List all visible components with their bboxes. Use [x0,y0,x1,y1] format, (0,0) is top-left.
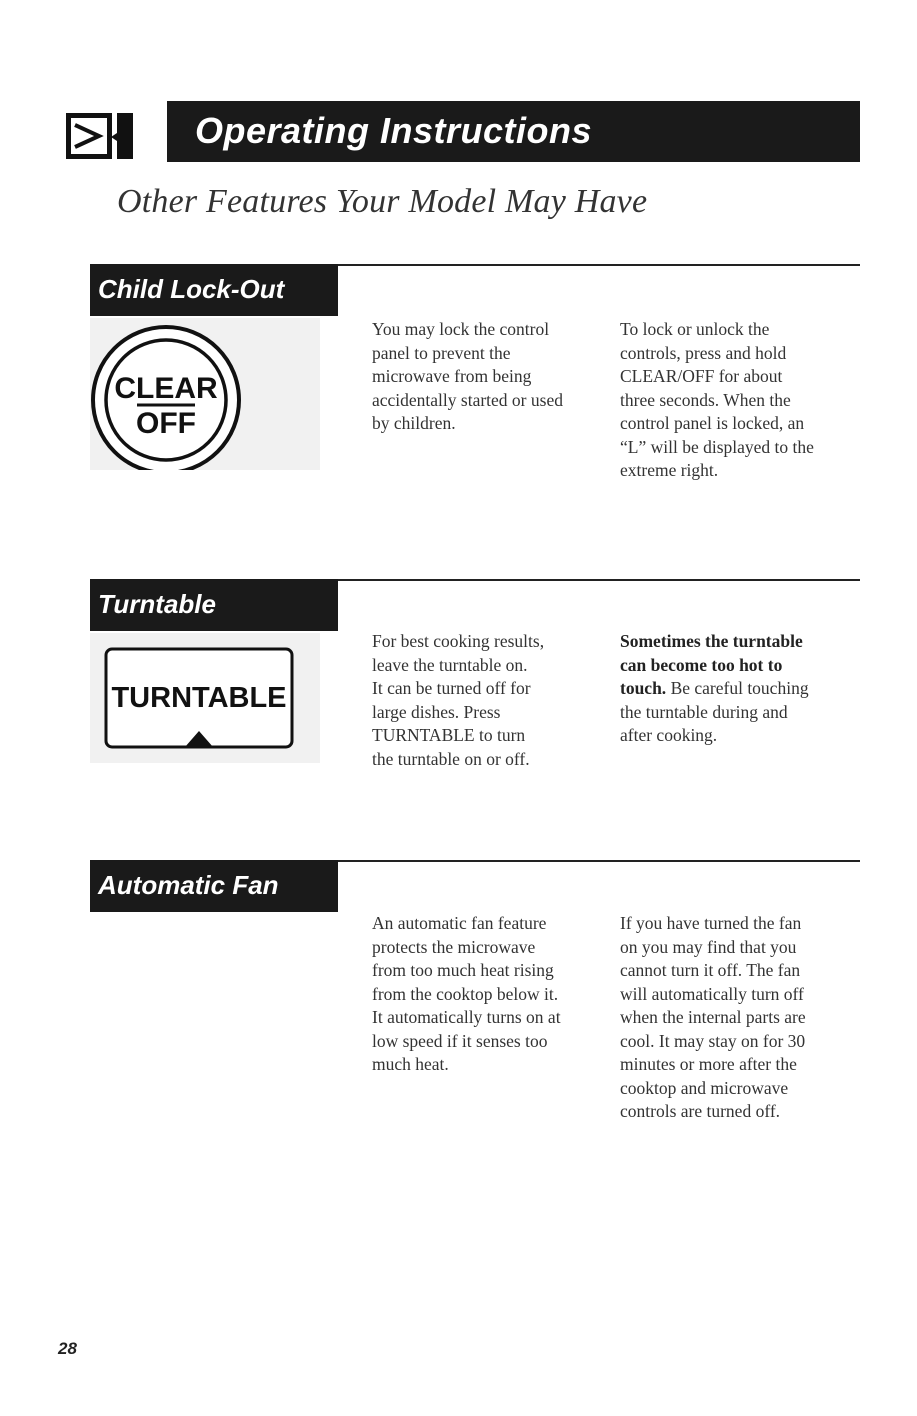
child-lockout-text-col1: You may lock the control panel to prevent the microwave from being accidentally started or used by children. [372,319,563,433]
section-label-automatic-fan: Automatic Fan [90,860,338,912]
turntable-text-col2: Sometimes the turntable can become too hot to touch. Be careful touching the turntable during and after cooking. [620,631,809,745]
microwave-book-icon [65,103,153,161]
child-lockout-text-col2: To lock or unlock the controls, press and hold CLEAR/OFF for about three seconds. When the control panel is locked, an “L” will be displayed to the extreme right. [620,319,814,480]
page-subtitle: Other Features Your Model May Have [117,183,648,220]
automatic-fan-text-col2: If you have turned the fan on you may find that you cannot turn it off. The fan will automatically turn off when the internal parts are cool. It may stay on for 30 minutes or more after the cooktop and microwave controls are turned off. [620,913,806,1121]
off-label: OFF [136,407,196,440]
clear-label: CLEAR [114,372,218,405]
turntable-button-icon [90,633,320,763]
page-header-title: Operating Instructions [195,110,593,151]
automatic-fan-text-col1: An automatic fan feature protects the microwave from too much heat rising from the cooktop below it. It automatically turns on at low speed if it senses too much heat. [372,913,561,1074]
turntable-label: TURNTABLE [111,682,287,714]
section-divider [338,579,860,581]
turntable-text-col1: For best cooking results, leave the turntable on. It can be turned off for large dishes. Press TURNTABLE to turn the turntable on or off. [372,631,545,769]
section-divider [338,860,860,862]
turntable-figure [90,633,320,763]
section-label-child-lockout: Child Lock-Out [90,264,338,316]
section-label-turntable: Turntable [90,579,338,631]
clear-off-button-icon [90,318,320,470]
page-number: 28 [58,1339,77,1358]
clear-off-figure [90,318,320,470]
section-divider [338,264,860,266]
